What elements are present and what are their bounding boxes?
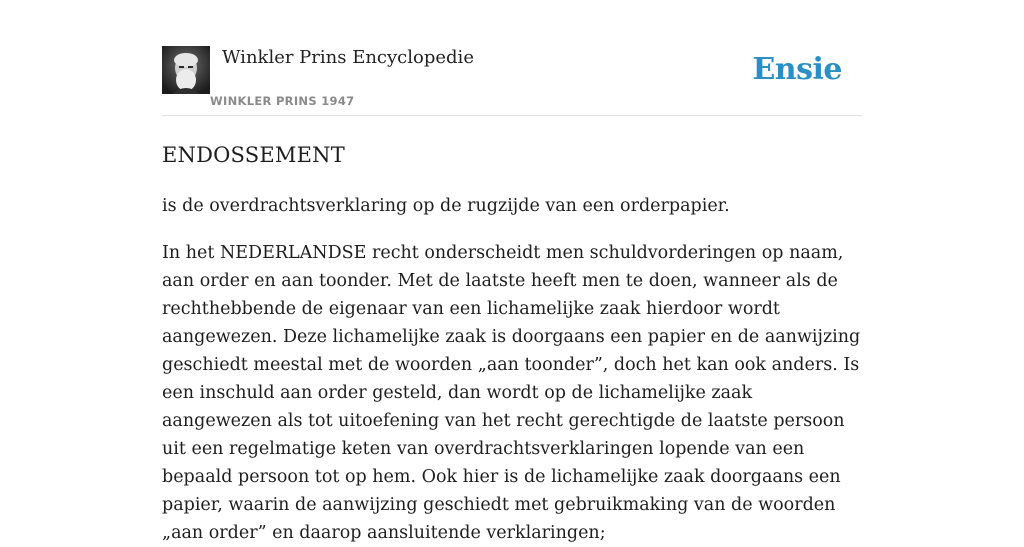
brand-logo[interactable]: Ensie xyxy=(752,52,842,87)
article-content xyxy=(162,140,862,547)
article-paragraph: In het NEDERLANDSE recht onderscheidt men schuldvorderingen op naam, aan order en aan toonder. Met de laatste heeft men te doen, wanneer als de rechthebbende de eigenaar van een lichamelijke zaak hierdoor wordt aangewezen. Deze lichamelijke zaak is doorgaans een papier en de aanwijzing geschiedt meestal met de woorden „aan toonder”, doch het kan ook anders. Is een inschuld aan order gesteld, dan wordt op de lichamelijke zaak aangewezen als tot uitoefening van het recht gerechtigde de laatste persoon uit een regelmatige keten van overdrachtsverklaringen lopende van een bepaald persoon tot op hem. Ook hier is de lichamelijke zaak doorgaans een papier, waarin de aanwijzing geschiedt met gebruikmaking van de woorden „aan order” en daarop aansluitende verklaringen; xyxy=(162,243,861,543)
source-header xyxy=(162,46,862,116)
entry-title: ENDOSSEMENT xyxy=(162,143,345,167)
article-paragraph: is de overdrachtsverklaring op de rugzijde van een orderpapier. xyxy=(162,196,730,216)
source-title[interactable]: Winkler Prins Encyclopedie xyxy=(222,47,474,68)
source-subtitle[interactable]: WINKLER PRINS 1947 xyxy=(210,94,355,108)
portrait-image xyxy=(162,46,210,94)
source-avatar[interactable] xyxy=(162,46,210,94)
